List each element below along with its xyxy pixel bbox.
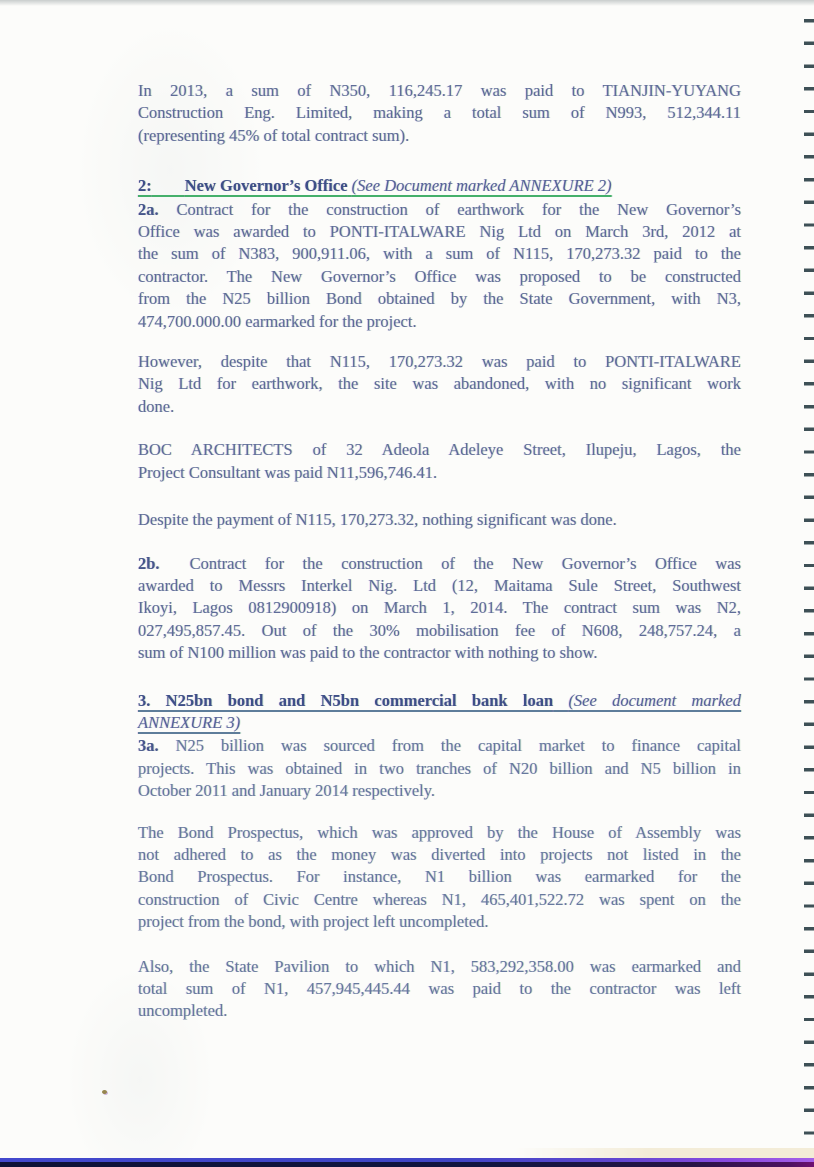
scan-bottom-bar-dark bbox=[0, 1162, 814, 1167]
text-line: Office was awarded to PONTI-ITALWARE Nig Ltd on March 3rd, 2012 at bbox=[138, 222, 741, 242]
text-line: Ikoyi, Lagos 0812900918) on March 1, 2014. The contract sum was N2, bbox=[138, 598, 741, 618]
scan-top-edge bbox=[0, 0, 814, 8]
text-line: 474,700.000.00 earmarked for the project. bbox=[138, 311, 417, 331]
heading-3-underlined-line1 bbox=[138, 691, 741, 710]
text-line: Construction Eng. Limited, making a total sum of N993, 512,344.11 bbox=[138, 103, 741, 123]
paragraph-2b-label: 2b. bbox=[138, 553, 160, 573]
text-line: construction of Civic Centre whereas N1, 465,401,522.72 was spent on the bbox=[138, 889, 741, 909]
text-line: Also, the State Pavilion to which N1, 583,292,358.00 was earmarked and bbox=[138, 956, 741, 976]
heading-3-annex-line1: (See document marked bbox=[568, 690, 742, 710]
text-line: October 2011 and January 2014 respectively. bbox=[138, 781, 436, 801]
heading-2-annex: (See Document marked ANNEXURE 2) bbox=[351, 176, 612, 196]
heading-3-title: 3. N25bn bond and N5bn commercial bank loan bbox=[138, 690, 554, 710]
paragraph-state-pavilion bbox=[138, 956, 741, 1023]
tab-space bbox=[152, 176, 185, 195]
ink-speck bbox=[102, 1090, 107, 1094]
text-line: sum of N100 million was paid to the contractor with nothing to show. bbox=[138, 643, 598, 663]
text-line: Project Consultant was paid N11,596,746.41. bbox=[138, 462, 438, 482]
paragraph-3a-label: 3a. bbox=[138, 736, 159, 756]
text-line: Despite the payment of N115, 170,273.32, nothing significant was done. bbox=[138, 510, 617, 530]
text-line: projects. This was obtained in two tranches of N20 billion and N5 billion in bbox=[138, 758, 741, 778]
paragraph-3a-first-line: N25 billion was sourced from the capital market to finance capital bbox=[175, 736, 742, 756]
paragraph-3a-lines bbox=[138, 758, 741, 803]
heading-3-underlined-line2 bbox=[138, 713, 240, 732]
paragraph-2a-first-line: Contract for the construction of earthwork for the New Governor’s bbox=[176, 199, 741, 219]
paragraph-2a bbox=[138, 199, 741, 333]
heading-3-annex-line2: ANNEXURE 3) bbox=[138, 712, 241, 732]
text-line: BOC ARCHITECTS of 32 Adeola Adeleye Street, Ilupeju, Lagos, the bbox=[138, 440, 741, 460]
binding-perforation-marks bbox=[804, 19, 814, 1153]
heading-2-underlined bbox=[138, 176, 612, 195]
paragraph-intro bbox=[138, 80, 741, 147]
text-line: However, despite that N115, 170,273.32 was paid to PONTI-ITALWARE bbox=[138, 352, 741, 372]
paragraph-however bbox=[138, 351, 741, 418]
text-line: from the N25 billion Bond obtained by the State Government, with N3, bbox=[138, 289, 741, 309]
paragraph-despite bbox=[138, 509, 741, 531]
text-line: contractor. The New Governor’s Office was proposed to be constructed bbox=[138, 266, 741, 286]
text-line: total sum of N1, 457,945,445.44 was paid to the contractor was left bbox=[138, 979, 741, 998]
paragraph-2a-lines bbox=[138, 221, 741, 333]
text-line: not adhered to as the money was diverted into projects not listed in the bbox=[138, 844, 741, 864]
text-line: Bond Prospectus. For instance, N1 billion was earmarked for the bbox=[138, 867, 741, 887]
text-line: The Bond Prospectus, which was approved by the House of Assembly was bbox=[138, 822, 741, 842]
paragraph-bond-prospectus bbox=[138, 822, 741, 934]
text-line: 027,495,857.45. Out of the 30% mobilisation fee of N608, 248,757.24, a bbox=[138, 620, 741, 640]
document-body bbox=[138, 80, 741, 1023]
text-line: the sum of N383, 900,911.06, with a sum of N115, 170,273.32 paid to the bbox=[138, 244, 741, 264]
paragraph-2b bbox=[138, 553, 741, 665]
text-line: project from the bond, with project left uncompleted. bbox=[138, 912, 489, 932]
heading-2-title: New Governor’s Office bbox=[184, 176, 348, 196]
scan-edge-tint bbox=[514, 1148, 814, 1158]
text-line: (representing 45% of total contract sum). bbox=[138, 125, 410, 145]
section-heading-3 bbox=[138, 690, 741, 735]
text-line: awarded to Messrs Interkel Nig. Ltd (12, Maitama Sule Street, Southwest bbox=[138, 575, 741, 595]
text-line: In 2013, a sum of N350, 116,245.17 was paid to TIANJIN-YUYANG bbox=[138, 81, 741, 100]
section-heading-2 bbox=[138, 175, 741, 197]
paragraph-2b-first-line: Contract for the construction of the New Governor’s Office was bbox=[189, 553, 741, 573]
text-line: done. bbox=[138, 396, 175, 416]
paragraph-2a-label: 2a. bbox=[138, 199, 159, 219]
paragraph-boc bbox=[138, 439, 741, 484]
paragraph-2b-lines bbox=[138, 575, 741, 665]
paragraph-3a bbox=[138, 735, 741, 802]
text-line: uncompleted. bbox=[138, 1001, 228, 1021]
heading-2-number: 2: bbox=[138, 176, 152, 196]
text-line: Nig Ltd for earthwork, the site was abandoned, with no significant work bbox=[138, 374, 741, 394]
